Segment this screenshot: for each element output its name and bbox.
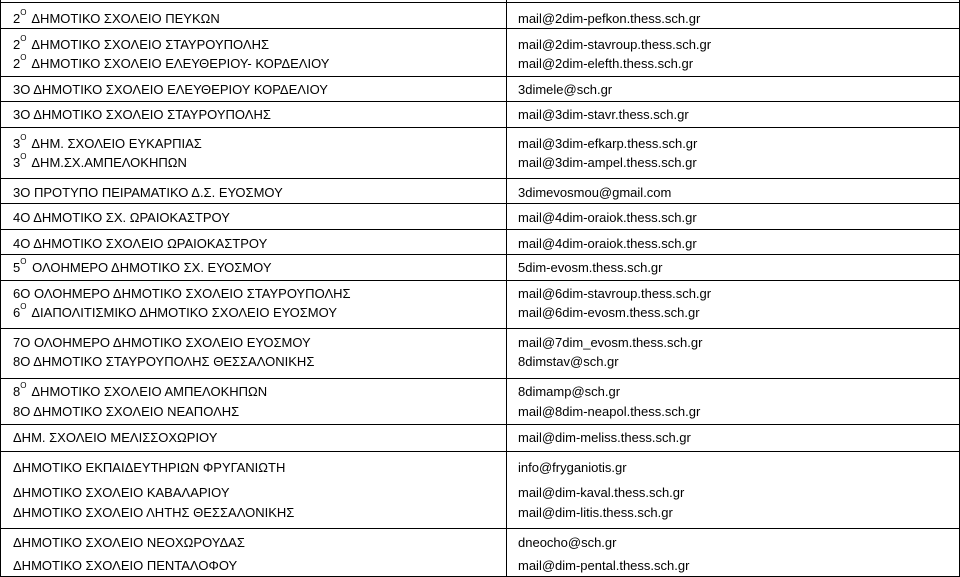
school-name: 7Ο ΟΛΟΗΜΕΡΟ ΔΗΜΟΤΙΚΟ ΣΧΟΛΕΙΟ ΕΥΟΣΜΟΥ (13, 335, 311, 350)
school-email: 3dimele@sch.gr (518, 82, 613, 97)
school-name-cell (13, 10, 220, 27)
school-name: ΔΗΜΟΤΙΚΟ ΣΧΟΛΕΙΟ ΝΕΟΧΩΡΟΥΔΑΣ (13, 535, 245, 550)
school-email: mail@3dim-stavr.thess.sch.gr (518, 107, 689, 122)
table-row (0, 209, 960, 226)
school-name-cell (13, 209, 230, 226)
school-email: mail@8dim-neapol.thess.sch.gr (518, 404, 701, 419)
table-row (0, 285, 960, 302)
table-row (0, 10, 960, 27)
table-row-divider (0, 378, 960, 379)
table-row (0, 184, 960, 201)
school-name: 3Ο ΔΗΜΟΤΙΚΟ ΣΧΟΛΕΙΟ ΕΛΕΥΘΕΡΙΟΥ ΚΟΡΔΕΛΙΟΥ (13, 82, 328, 97)
school-email: 3dimevosmou@gmail.com (518, 185, 672, 200)
table-row-divider (0, 127, 960, 128)
school-name-cell (13, 459, 285, 476)
table-row-divider (0, 178, 960, 179)
school-name-cell (13, 353, 314, 370)
school-name: ΔΗΜΟΤΙΚΟ ΣΧΟΛΕΙΟ ΕΛΕΥΘΕΡΙΟΥ- ΚΟΡΔΕΛΙΟΥ (31, 56, 330, 71)
ordinal-superscript: Ο (20, 133, 27, 142)
table-row (0, 36, 960, 53)
school-name: 4Ο ΔΗΜΟΤΙΚΟ ΣΧΟΛΕΙΟ ΩΡΑΙΟΚΑΣΤΡΟΥ (13, 236, 268, 251)
school-ordinal: 8 (13, 384, 21, 399)
table-row (0, 484, 960, 501)
table-row-divider (0, 203, 960, 204)
table-row (0, 459, 960, 476)
school-email: dneocho@sch.gr (518, 535, 617, 550)
school-email: mail@dim-pental.thess.sch.gr (518, 558, 690, 573)
table-row (0, 353, 960, 370)
school-ordinal: 2 (13, 11, 21, 26)
table-row (0, 403, 960, 420)
school-email: mail@2dim-elefth.thess.sch.gr (518, 56, 694, 71)
school-name: ΔΗΜΟΤΙΚΟ ΣΧΟΛΕΙΟ ΠΕΥΚΩΝ (31, 11, 220, 26)
school-ordinal: 3 (13, 136, 21, 151)
school-name: ΟΛΟΗΜΕΡΟ ΔΗΜΟΤΙΚΟ ΣΧ. ΕΥΟΣΜΟΥ (32, 260, 272, 275)
school-name-cell (13, 154, 187, 171)
table-row-divider (0, 101, 960, 102)
ordinal-superscript: Ο (20, 53, 27, 62)
school-email: 5dim-evosm.thess.sch.gr (518, 260, 663, 275)
school-name: 6Ο ΟΛΟΗΜΕΡΟ ΔΗΜΟΤΙΚΟ ΣΧΟΛΕΙΟ ΣΤΑΥΡΟΥΠΟΛΗΣ (13, 286, 351, 301)
school-email: mail@3dim-ampel.thess.sch.gr (518, 155, 697, 170)
school-name-cell (13, 504, 294, 521)
school-ordinal: 2 (13, 56, 21, 71)
school-email: mail@6dim-evosm.thess.sch.gr (518, 305, 700, 320)
school-name-cell (13, 36, 269, 53)
school-name: ΔΗΜΟΤΙΚΟ ΣΧΟΛΕΙΟ ΣΤΑΥΡΟΥΠΟΛΗΣ (31, 37, 270, 52)
table-row-divider (0, 280, 960, 281)
school-name: ΔΙΑΠΟΛΙΤΙΣΜΙΚΟ ΔΗΜΟΤΙΚΟ ΣΧΟΛΕΙΟ ΕΥΟΣΜΟΥ (31, 305, 337, 320)
school-name-cell (13, 259, 272, 276)
table-row (0, 81, 960, 98)
school-name-cell (13, 304, 337, 321)
school-email: mail@4dim-oraiok.thess.sch.gr (518, 236, 697, 251)
school-ordinal: 3 (13, 155, 21, 170)
table-row (0, 557, 960, 574)
school-name: 3Ο ΠΡΟΤΥΠΟ ΠΕΙΡΑΜΑΤΙΚΟ Δ.Σ. ΕΥΟΣΜΟΥ (13, 185, 283, 200)
school-name-cell (13, 135, 202, 152)
school-email: mail@4dim-oraiok.thess.sch.gr (518, 210, 697, 225)
table-row (0, 154, 960, 171)
school-name-cell (13, 334, 311, 351)
school-name-cell (13, 484, 230, 501)
table-row-divider (0, 229, 960, 230)
school-name: ΔΗΜ. ΣΧΟΛΕΙΟ ΕΥΚΑΡΠΙΑΣ (31, 136, 202, 151)
table-row (0, 259, 960, 276)
table-row-divider (0, 254, 960, 255)
ordinal-superscript: Ο (20, 257, 27, 266)
school-name: 8Ο ΔΗΜΟΤΙΚΟ ΣΤΑΥΡΟΥΠΟΛΗΣ ΘΕΣΣΑΛΟΝΙΚΗΣ (13, 354, 315, 369)
school-ordinal: 2 (13, 37, 21, 52)
table-row (0, 429, 960, 446)
table-row (0, 55, 960, 72)
school-email: mail@2dim-stavroup.thess.sch.gr (518, 37, 712, 52)
school-name-cell (13, 403, 239, 420)
table-row-divider (0, 328, 960, 329)
school-name-cell (13, 106, 271, 123)
school-name: ΔΗΜΟΤΙΚΟ ΕΚΠΑΙΔΕΥΤΗΡΙΩΝ ΦΡΥΓΑΝΙΩΤΗ (13, 460, 286, 475)
table-row-divider (0, 2, 960, 3)
school-name: 4Ο ΔΗΜΟΤΙΚΟ ΣΧ. ΩΡΑΙΟΚΑΣΤΡΟΥ (13, 210, 230, 225)
school-email: mail@dim-litis.thess.sch.gr (518, 505, 673, 520)
school-name-cell (13, 383, 267, 400)
school-name-cell (13, 285, 351, 302)
school-name-cell (13, 184, 283, 201)
school-email: mail@6dim-stavroup.thess.sch.gr (518, 286, 712, 301)
school-email: 8dimstav@sch.gr (518, 354, 619, 369)
school-name-cell (13, 81, 328, 98)
table-row (0, 106, 960, 123)
school-name-cell (13, 557, 237, 574)
table-row (0, 235, 960, 252)
school-email: mail@dim-meliss.thess.sch.gr (518, 430, 691, 445)
table-row-divider (0, 528, 960, 529)
school-email: mail@dim-kaval.thess.sch.gr (518, 485, 685, 500)
school-name: ΔΗΜ.ΣΧ.ΑΜΠΕΛΟΚΗΠΩΝ (31, 155, 187, 170)
ordinal-superscript: Ο (20, 152, 27, 161)
school-name-cell (13, 429, 217, 446)
school-email: 8dimamp@sch.gr (518, 384, 621, 399)
school-name: ΔΗΜΟΤΙΚΟ ΣΧΟΛΕΙΟ ΚΑΒΑΛΑΡΙΟΥ (13, 485, 230, 500)
school-email: mail@7dim_evosm.thess.sch.gr (518, 335, 703, 350)
school-email: info@fryganiotis.gr (518, 460, 627, 475)
school-name: 8Ο ΔΗΜΟΤΙΚΟ ΣΧΟΛΕΙΟ ΝΕΑΠΟΛΗΣ (13, 404, 240, 419)
school-name-cell (13, 235, 267, 252)
table-row (0, 334, 960, 351)
table-row (0, 504, 960, 521)
school-name: 3Ο ΔΗΜΟΤΙΚΟ ΣΧΟΛΕΙΟ ΣΤΑΥΡΟΥΠΟΛΗΣ (13, 107, 271, 122)
table-row (0, 534, 960, 551)
school-ordinal: 6 (13, 305, 21, 320)
table-row (0, 304, 960, 321)
table-row-divider (0, 76, 960, 77)
ordinal-superscript: Ο (20, 34, 27, 43)
school-email: mail@3dim-efkarp.thess.sch.gr (518, 136, 698, 151)
ordinal-superscript: Ο (20, 381, 27, 390)
table-row-divider (0, 451, 960, 452)
school-email: mail@2dim-pefkon.thess.sch.gr (518, 11, 701, 26)
table-row (0, 383, 960, 400)
school-name: ΔΗΜΟΤΙΚΟ ΣΧΟΛΕΙΟ ΑΜΠΕΛΟΚΗΠΩΝ (31, 384, 268, 399)
table-row-divider (0, 28, 960, 29)
table-row (0, 135, 960, 152)
school-name: ΔΗΜΟΤΙΚΟ ΣΧΟΛΕΙΟ ΠΕΝΤΑΛΟΦΟΥ (13, 558, 238, 573)
school-name: ΔΗΜ. ΣΧΟΛΕΙΟ ΜΕΛΙΣΣΟΧΩΡΙΟΥ (13, 430, 218, 445)
table-row-divider (0, 424, 960, 425)
school-name-cell (13, 55, 329, 72)
school-name: ΔΗΜΟΤΙΚΟ ΣΧΟΛΕΙΟ ΛΗΤΗΣ ΘΕΣΣΑΛΟΝΙΚΗΣ (13, 505, 295, 520)
ordinal-superscript: Ο (20, 302, 27, 311)
school-name-cell (13, 534, 245, 551)
school-ordinal: 5 (13, 260, 21, 275)
ordinal-superscript: Ο (20, 8, 27, 17)
